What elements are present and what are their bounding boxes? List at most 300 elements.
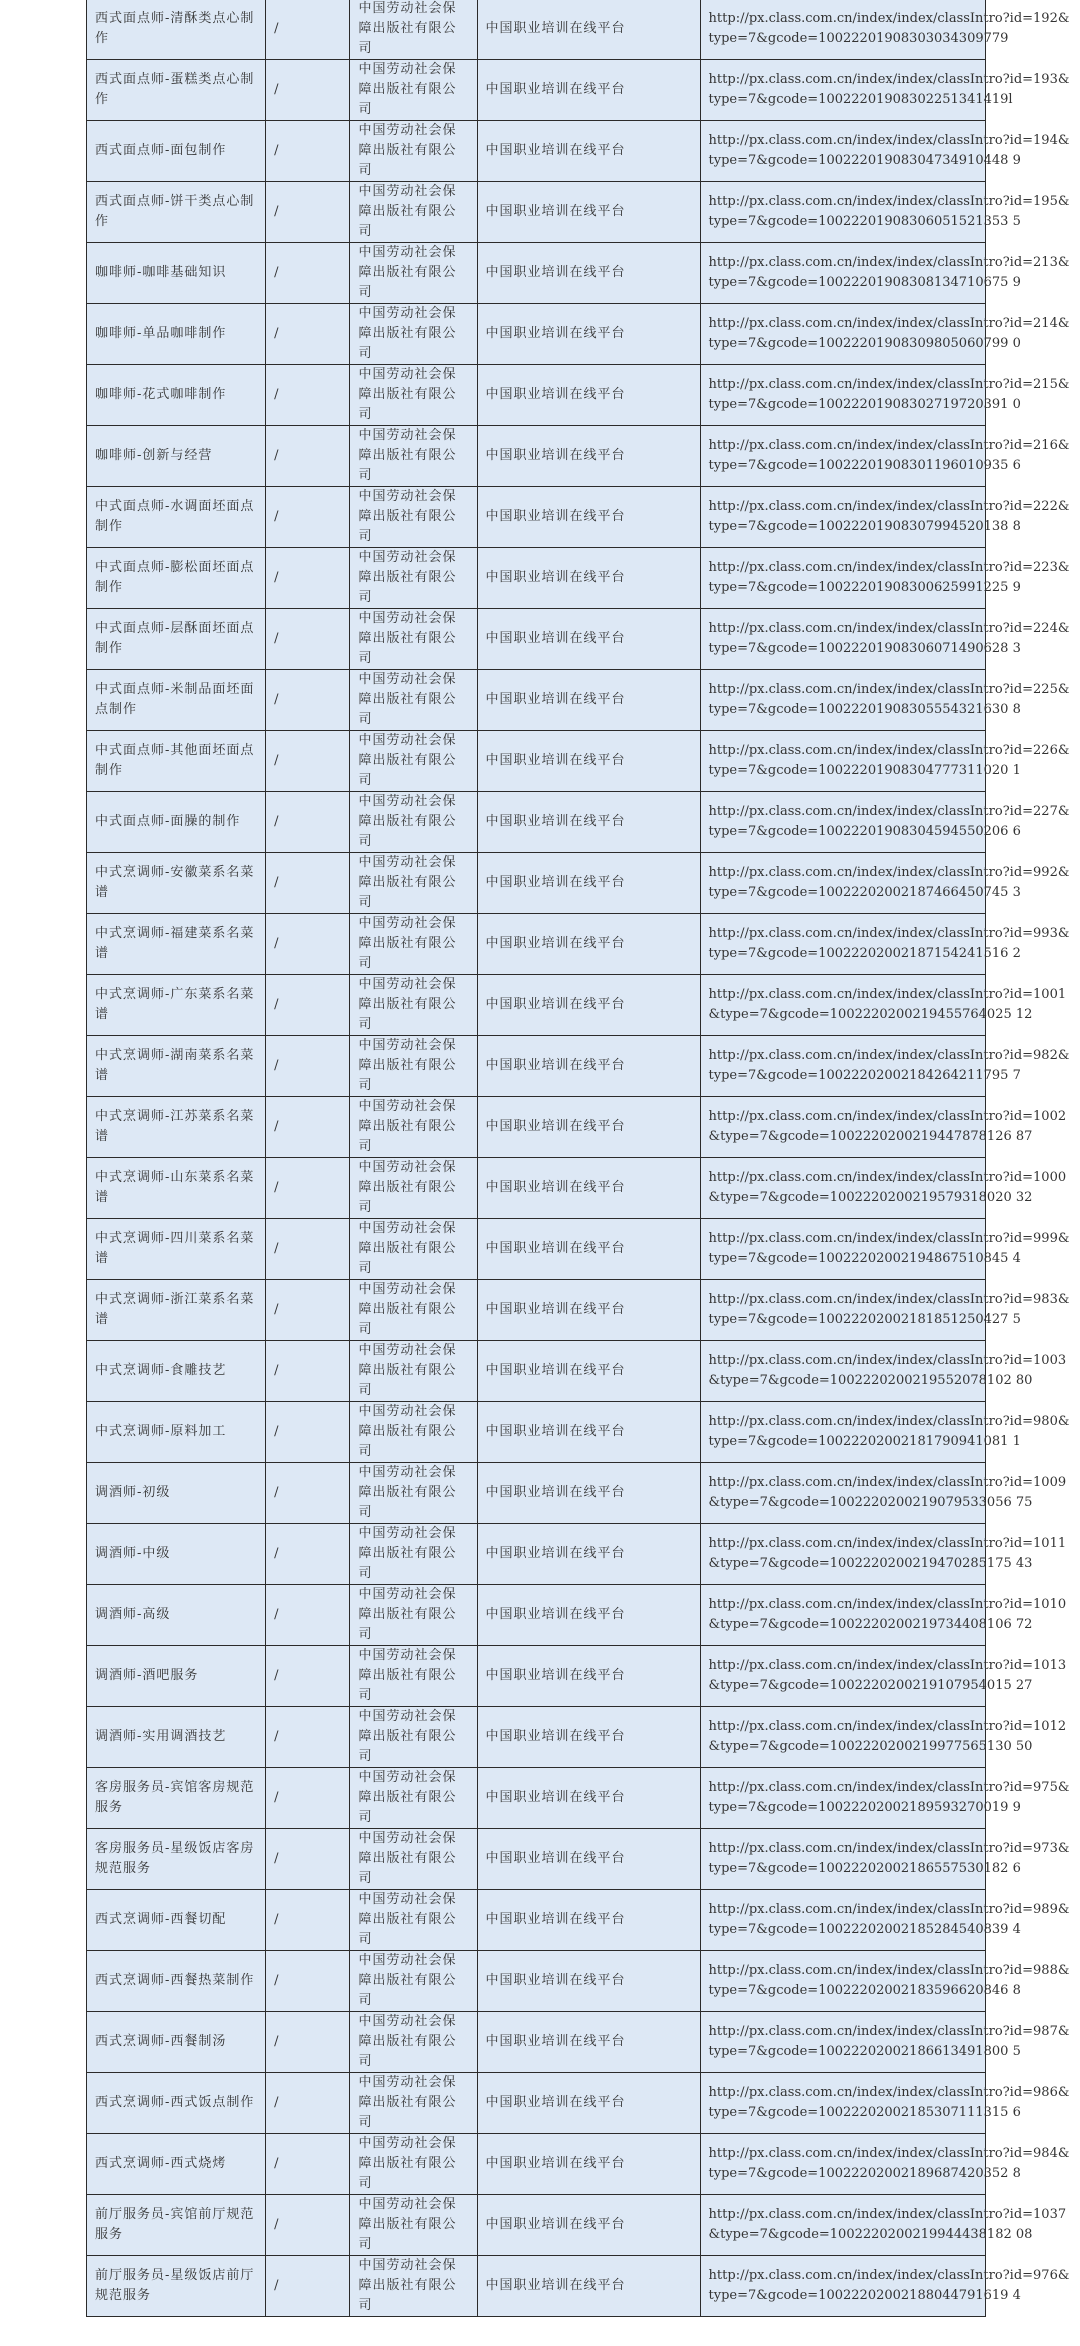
url-link-line1[interactable]: http://px.class.com.cn/index/index/classIntro?id=980& <box>708 1414 1070 1429</box>
url-link-line2[interactable]: type=7&gcode=10022201908305554321630 8 <box>708 702 1021 717</box>
publisher-cell: 中国劳动社会保障出版社有限公司 <box>350 1158 477 1219</box>
url-link-line1[interactable]: http://px.class.com.cn/index/index/classIntro?id=999& <box>708 1231 1070 1246</box>
url-cell[interactable] <box>700 2012 1070 2073</box>
url-cell[interactable] <box>700 2195 1067 2256</box>
table-row <box>87 1341 986 1402</box>
slash-cell: / <box>266 1219 350 1280</box>
table-row <box>87 1829 986 1890</box>
url-link-line1[interactable]: http://px.class.com.cn/index/index/classIntro?id=213& <box>708 255 1070 270</box>
url-cell[interactable] <box>700 243 1070 304</box>
publisher-cell: 中国劳动社会保障出版社有限公司 <box>350 2134 477 2195</box>
table-row <box>87 1219 986 1280</box>
url-link-line1[interactable]: http://px.class.com.cn/index/index/classIntro?id=989& <box>708 1902 1070 1917</box>
publisher-cell: 中国劳动社会保障出版社有限公司 <box>350 1890 477 1951</box>
table-row <box>87 670 986 731</box>
slash-cell: / <box>266 853 350 914</box>
platform-cell: 中国职业培训在线平台 <box>477 975 700 1036</box>
publisher-cell: 中国劳动社会保障出版社有限公司 <box>350 1768 477 1829</box>
url-link-line1[interactable]: http://px.class.com.cn/index/index/classIntro?id=1010 <box>708 1597 1067 1612</box>
url-link-line2[interactable]: type=7&gcode=10022201908306071490628 3 <box>708 641 1021 656</box>
url-link-line2[interactable]: &type=7&gcode=1002220200219579318020 32 <box>708 1190 1033 1205</box>
publisher-cell: 中国劳动社会保障出版社有限公司 <box>350 121 477 182</box>
publisher-cell: 中国劳动社会保障出版社有限公司 <box>350 2195 477 2256</box>
course-name-cell: 咖啡师-单品咖啡制作 <box>87 304 266 365</box>
publisher-cell: 中国劳动社会保障出版社有限公司 <box>350 426 477 487</box>
url-link-line1[interactable]: http://px.class.com.cn/index/index/classIntro?id=194& <box>708 133 1070 148</box>
platform-cell: 中国职业培训在线平台 <box>477 1097 700 1158</box>
publisher-cell: 中国劳动社会保障出版社有限公司 <box>350 670 477 731</box>
table-row <box>87 60 986 121</box>
url-link-line2[interactable]: type=7&gcode=10022201908300625991225 9 <box>708 580 1021 595</box>
table-row <box>87 426 986 487</box>
url-cell[interactable] <box>700 1341 1067 1402</box>
course-name-cell: 西式烹调师-西餐制汤 <box>87 2012 266 2073</box>
course-name-cell: 中式面点师-层酥面坯面点制作 <box>87 609 266 670</box>
table-row <box>87 1463 986 1524</box>
url-link-line1[interactable]: http://px.class.com.cn/index/index/classIntro?id=195& <box>708 194 1070 209</box>
publisher-cell: 中国劳动社会保障出版社有限公司 <box>350 1829 477 1890</box>
url-link-line1[interactable]: http://px.class.com.cn/index/index/classIntro?id=982& <box>708 1048 1070 1063</box>
platform-cell: 中国职业培训在线平台 <box>477 1158 700 1219</box>
table-row <box>87 2012 986 2073</box>
url-link-line2[interactable]: type=7&gcode=10022201908309805060799 0 <box>708 336 1021 351</box>
slash-cell: / <box>266 1341 350 1402</box>
slash-cell: / <box>266 243 350 304</box>
platform-cell: 中国职业培训在线平台 <box>477 0 700 60</box>
url-link-line2[interactable]: type=7&gcode=10022202002189593270019 9 <box>708 1800 1021 1815</box>
url-link-line2[interactable]: type=7&gcode=10022202002189687420352 8 <box>708 2166 1021 2181</box>
platform-cell: 中国职业培训在线平台 <box>477 182 700 243</box>
course-name-cell: 西式面点师-蛋糕类点心制作 <box>87 60 266 121</box>
platform-cell: 中国职业培训在线平台 <box>477 2073 700 2134</box>
slash-cell: / <box>266 1585 350 1646</box>
url-cell[interactable] <box>700 1524 1067 1585</box>
slash-cell: / <box>266 182 350 243</box>
url-link-line1[interactable]: http://px.class.com.cn/index/index/classIntro?id=1037 <box>708 2207 1067 2222</box>
url-cell[interactable] <box>700 365 1070 426</box>
url-cell[interactable] <box>700 1280 1070 1341</box>
table-row <box>87 1097 986 1158</box>
slash-cell: / <box>266 975 350 1036</box>
platform-cell: 中国职业培训在线平台 <box>477 609 700 670</box>
slash-cell: / <box>266 1951 350 2012</box>
url-link-line1[interactable]: http://px.class.com.cn/index/index/classIntro?id=1003 <box>708 1353 1067 1368</box>
course-name-cell: 调酒师-中级 <box>87 1524 266 1585</box>
url-cell[interactable] <box>700 975 1067 1036</box>
platform-cell: 中国职业培训在线平台 <box>477 914 700 975</box>
table-row <box>87 2073 986 2134</box>
course-name-cell: 中式烹调师-山东菜系名菜谱 <box>87 1158 266 1219</box>
url-cell[interactable] <box>700 1097 1067 1158</box>
publisher-cell: 中国劳动社会保障出版社有限公司 <box>350 1036 477 1097</box>
url-link-line1[interactable]: http://px.class.com.cn/index/index/classIntro?id=1002 <box>708 1109 1067 1124</box>
platform-cell: 中国职业培训在线平台 <box>477 792 700 853</box>
publisher-cell: 中国劳动社会保障出版社有限公司 <box>350 1646 477 1707</box>
url-cell[interactable] <box>700 731 1070 792</box>
slash-cell: / <box>266 792 350 853</box>
url-cell[interactable] <box>700 0 1070 60</box>
url-cell[interactable] <box>700 1463 1067 1524</box>
url-link-line1[interactable]: http://px.class.com.cn/index/index/classIntro?id=976& <box>708 2268 1070 2283</box>
platform-cell: 中国职业培训在线平台 <box>477 1036 700 1097</box>
slash-cell: / <box>266 1707 350 1768</box>
publisher-cell: 中国劳动社会保障出版社有限公司 <box>350 1951 477 2012</box>
url-link-line2[interactable]: type=7&gcode=10022201908301196010935 6 <box>708 458 1021 473</box>
publisher-cell: 中国劳动社会保障出版社有限公司 <box>350 182 477 243</box>
platform-cell: 中国职业培训在线平台 <box>477 304 700 365</box>
platform-cell: 中国职业培训在线平台 <box>477 1463 700 1524</box>
table-row <box>87 1280 986 1341</box>
publisher-cell: 中国劳动社会保障出版社有限公司 <box>350 914 477 975</box>
course-name-cell: 中式面点师-水调面坯面点制作 <box>87 487 266 548</box>
course-name-cell: 西式面点师-清酥类点心制作 <box>87 0 266 60</box>
course-name-cell: 中式烹调师-浙江菜系名菜谱 <box>87 1280 266 1341</box>
url-link-line2[interactable]: type=7&gcode=10022202002181851250427 5 <box>708 1312 1021 1327</box>
url-link-line2[interactable]: type=7&gcode=10022202002187466450745 3 <box>708 885 1021 900</box>
course-name-cell: 调酒师-实用调酒技艺 <box>87 1707 266 1768</box>
publisher-cell: 中国劳动社会保障出版社有限公司 <box>350 304 477 365</box>
table-row <box>87 1402 986 1463</box>
url-cell[interactable] <box>700 1829 1070 1890</box>
url-cell[interactable] <box>700 121 1070 182</box>
platform-cell: 中国职业培训在线平台 <box>477 2134 700 2195</box>
course-name-cell: 西式烹调师-西餐热菜制作 <box>87 1951 266 2012</box>
table-row <box>87 304 986 365</box>
publisher-cell: 中国劳动社会保障出版社有限公司 <box>350 792 477 853</box>
table-body <box>87 0 1070 2317</box>
publisher-cell: 中国劳动社会保障出版社有限公司 <box>350 1707 477 1768</box>
publisher-cell: 中国劳动社会保障出版社有限公司 <box>350 2012 477 2073</box>
url-link-line2[interactable]: type=7&gcode=10022202002183596620846 8 <box>708 1983 1021 1998</box>
table-row <box>87 0 986 60</box>
course-name-cell: 咖啡师-花式咖啡制作 <box>87 365 266 426</box>
slash-cell: / <box>266 1402 350 1463</box>
url-cell[interactable] <box>700 60 1070 121</box>
platform-cell: 中国职业培训在线平台 <box>477 1707 700 1768</box>
url-link-line2[interactable]: type=7&gcode=10022202002194867510845 4 <box>708 1251 1021 1266</box>
url-link-line2[interactable]: type=7&gcode=10022202002187154241516 2 <box>708 946 1021 961</box>
url-link-line1[interactable]: http://px.class.com.cn/index/index/classIntro?id=1011 <box>708 1536 1067 1551</box>
publisher-cell: 中国劳动社会保障出版社有限公司 <box>350 548 477 609</box>
course-table <box>86 0 1070 2317</box>
platform-cell: 中国职业培训在线平台 <box>477 1585 700 1646</box>
url-link-line1[interactable]: http://px.class.com.cn/index/index/classIntro?id=992& <box>708 865 1070 880</box>
table-row <box>87 792 986 853</box>
url-link-line1[interactable]: http://px.class.com.cn/index/index/classIntro?id=1012 <box>708 1719 1067 1734</box>
url-link-line2[interactable]: type=7&gcode=10022202002184264211795 7 <box>708 1068 1021 1083</box>
table-row <box>87 609 986 670</box>
table-row <box>87 1890 986 1951</box>
url-link-line1[interactable]: http://px.class.com.cn/index/index/classIntro?id=986& <box>708 2085 1070 2100</box>
course-name-cell: 西式烹调师-西餐切配 <box>87 1890 266 1951</box>
platform-cell: 中国职业培训在线平台 <box>477 121 700 182</box>
url-cell[interactable] <box>700 1585 1067 1646</box>
course-name-cell: 西式烹调师-西式烧烤 <box>87 2134 266 2195</box>
course-name-cell: 咖啡师-咖啡基础知识 <box>87 243 266 304</box>
url-link-line1[interactable]: http://px.class.com.cn/index/index/classIntro?id=984& <box>708 2146 1070 2161</box>
table-row <box>87 548 986 609</box>
table-row <box>87 182 986 243</box>
platform-cell: 中国职业培训在线平台 <box>477 1524 700 1585</box>
url-link-line2[interactable]: &type=7&gcode=1002220200219455764025 12 <box>708 1007 1033 1022</box>
url-link-line1[interactable]: http://px.class.com.cn/index/index/classIntro?id=1009 <box>708 1475 1067 1490</box>
slash-cell: / <box>266 1463 350 1524</box>
platform-cell: 中国职业培训在线平台 <box>477 1341 700 1402</box>
url-link-line2[interactable]: type=7&gcode=10022201908308134710675 9 <box>708 275 1021 290</box>
url-cell[interactable] <box>700 487 1070 548</box>
slash-cell: / <box>266 304 350 365</box>
course-name-cell: 中式面点师-膨松面坯面点制作 <box>87 548 266 609</box>
table-row <box>87 1036 986 1097</box>
platform-cell: 中国职业培训在线平台 <box>477 1768 700 1829</box>
table-row <box>87 1585 986 1646</box>
course-name-cell: 中式烹调师-广东菜系名菜谱 <box>87 975 266 1036</box>
url-cell[interactable] <box>700 1219 1070 1280</box>
table-row <box>87 853 986 914</box>
url-cell[interactable] <box>700 792 1070 853</box>
platform-cell: 中国职业培训在线平台 <box>477 1829 700 1890</box>
url-link-line2[interactable]: type=7&gcode=10022201908304734910448 9 <box>708 153 1021 168</box>
url-link-line1[interactable]: http://px.class.com.cn/index/index/classIntro?id=192& <box>708 11 1070 26</box>
url-link-line2[interactable]: type=7&gcode=10022202002185307111315 6 <box>708 2105 1021 2120</box>
table-row <box>87 2134 986 2195</box>
platform-cell: 中国职业培训在线平台 <box>477 365 700 426</box>
platform-cell: 中国职业培训在线平台 <box>477 670 700 731</box>
slash-cell: / <box>266 0 350 60</box>
course-name-cell: 中式烹调师-食雕技艺 <box>87 1341 266 1402</box>
url-link-line1[interactable]: http://px.class.com.cn/index/index/classIntro?id=988& <box>708 1963 1070 1978</box>
platform-cell: 中国职业培训在线平台 <box>477 60 700 121</box>
course-name-cell: 调酒师-初级 <box>87 1463 266 1524</box>
slash-cell: / <box>266 60 350 121</box>
course-name-cell: 西式面点师-面包制作 <box>87 121 266 182</box>
slash-cell: / <box>266 2195 350 2256</box>
table-row <box>87 365 986 426</box>
slash-cell: / <box>266 1890 350 1951</box>
url-link-line2[interactable]: type=7&gcode=10022202002186613491800 5 <box>708 2044 1021 2059</box>
publisher-cell: 中国劳动社会保障出版社有限公司 <box>350 1585 477 1646</box>
url-link-line2[interactable]: type=7&gcode=10022201908307994520138 8 <box>708 519 1021 534</box>
publisher-cell: 中国劳动社会保障出版社有限公司 <box>350 487 477 548</box>
publisher-cell: 中国劳动社会保障出版社有限公司 <box>350 1402 477 1463</box>
url-link-line1[interactable]: http://px.class.com.cn/index/index/classIntro?id=993& <box>708 926 1070 941</box>
platform-cell: 中国职业培训在线平台 <box>477 426 700 487</box>
publisher-cell: 中国劳动社会保障出版社有限公司 <box>350 365 477 426</box>
table-row <box>87 2195 986 2256</box>
url-link-line1[interactable]: http://px.class.com.cn/index/index/classIntro?id=224& <box>708 621 1070 636</box>
url-link-line1[interactable]: http://px.class.com.cn/index/index/classIntro?id=1000 <box>708 1170 1067 1185</box>
url-cell[interactable] <box>700 1951 1070 2012</box>
url-link-line1[interactable]: http://px.class.com.cn/index/index/classIntro?id=222& <box>708 499 1070 514</box>
slash-cell: / <box>266 2134 350 2195</box>
url-link-line2[interactable]: type=7&gcode=10022201908306051521353 5 <box>708 214 1021 229</box>
url-cell[interactable] <box>700 2073 1070 2134</box>
course-name-cell: 西式烹调师-西式饭点制作 <box>87 2073 266 2134</box>
url-cell[interactable] <box>700 2134 1070 2195</box>
url-link-line2[interactable]: &type=7&gcode=1002220200219734408106 72 <box>708 1617 1033 1632</box>
slash-cell: / <box>266 365 350 426</box>
slash-cell: / <box>266 1524 350 1585</box>
slash-cell: / <box>266 487 350 548</box>
url-cell[interactable] <box>700 548 1070 609</box>
url-link-line2[interactable]: &type=7&gcode=1002220200219107954015 27 <box>708 1678 1033 1693</box>
url-link-line2[interactable]: type=7&gcode=10022201908304594550206 6 <box>708 824 1021 839</box>
slash-cell: / <box>266 1829 350 1890</box>
table-row <box>87 1707 986 1768</box>
course-name-cell: 中式面点师-其他面坯面点制作 <box>87 731 266 792</box>
url-link-line1[interactable]: http://px.class.com.cn/index/index/classIntro?id=215& <box>708 377 1070 392</box>
publisher-cell: 中国劳动社会保障出版社有限公司 <box>350 1341 477 1402</box>
url-cell[interactable] <box>700 2256 1070 2317</box>
table-row <box>87 914 986 975</box>
publisher-cell: 中国劳动社会保障出版社有限公司 <box>350 2256 477 2317</box>
course-name-cell: 中式面点师-米制品面坯面点制作 <box>87 670 266 731</box>
platform-cell: 中国职业培训在线平台 <box>477 1402 700 1463</box>
url-link-line2[interactable]: &type=7&gcode=1002220200219079533056 75 <box>708 1495 1033 1510</box>
url-cell[interactable] <box>700 1890 1070 1951</box>
slash-cell: / <box>266 1097 350 1158</box>
url-link-line1[interactable]: http://px.class.com.cn/index/index/classIntro?id=1001 <box>708 987 1067 1002</box>
url-link-line1[interactable]: http://px.class.com.cn/index/index/classIntro?id=225& <box>708 682 1070 697</box>
publisher-cell: 中国劳动社会保障出版社有限公司 <box>350 1280 477 1341</box>
table-row <box>87 975 986 1036</box>
url-cell[interactable] <box>700 304 1070 365</box>
url-cell[interactable] <box>700 182 1070 243</box>
url-link-line2[interactable]: &type=7&gcode=1002220200219552078102 80 <box>708 1373 1033 1388</box>
url-link-line2[interactable]: type=7&gcode=10022201908304777311020 1 <box>708 763 1021 778</box>
table-row <box>87 2256 986 2317</box>
slash-cell: / <box>266 426 350 487</box>
url-cell[interactable] <box>700 853 1070 914</box>
course-name-cell: 中式烹调师-安徽菜系名菜谱 <box>87 853 266 914</box>
platform-cell: 中国职业培训在线平台 <box>477 243 700 304</box>
url-cell[interactable] <box>700 1768 1070 1829</box>
url-link-line1[interactable]: http://px.class.com.cn/index/index/classIntro?id=1013 <box>708 1658 1067 1673</box>
slash-cell: / <box>266 670 350 731</box>
url-cell[interactable] <box>700 1707 1067 1768</box>
url-link-line2[interactable]: type=7&gcode=10022202002185284540839 4 <box>708 1922 1021 1937</box>
url-cell[interactable] <box>700 1646 1067 1707</box>
platform-cell: 中国职业培训在线平台 <box>477 1219 700 1280</box>
url-link-line1[interactable]: http://px.class.com.cn/index/index/classIntro?id=226& <box>708 743 1070 758</box>
platform-cell: 中国职业培训在线平台 <box>477 2195 700 2256</box>
platform-cell: 中国职业培训在线平台 <box>477 2012 700 2073</box>
platform-cell: 中国职业培训在线平台 <box>477 487 700 548</box>
course-name-cell: 中式烹调师-福建菜系名菜谱 <box>87 914 266 975</box>
platform-cell: 中国职业培训在线平台 <box>477 731 700 792</box>
slash-cell: / <box>266 1768 350 1829</box>
table-row <box>87 1524 986 1585</box>
slash-cell: / <box>266 1646 350 1707</box>
table-row <box>87 243 986 304</box>
course-name-cell: 咖啡师-创新与经营 <box>87 426 266 487</box>
platform-cell: 中国职业培训在线平台 <box>477 1646 700 1707</box>
table-row <box>87 487 986 548</box>
url-cell[interactable] <box>700 670 1070 731</box>
url-link-line1[interactable]: http://px.class.com.cn/index/index/classIntro?id=975& <box>708 1780 1070 1795</box>
publisher-cell: 中国劳动社会保障出版社有限公司 <box>350 0 477 60</box>
slash-cell: / <box>266 2012 350 2073</box>
slash-cell: / <box>266 731 350 792</box>
url-link-line1[interactable]: http://px.class.com.cn/index/index/classIntro?id=214& <box>708 316 1070 331</box>
url-link-line2[interactable]: type=7&gcode=10022201908303034309779 <box>708 31 1009 46</box>
url-link-line1[interactable]: http://px.class.com.cn/index/index/classIntro?id=983& <box>708 1292 1070 1307</box>
slash-cell: / <box>266 121 350 182</box>
url-link-line1[interactable]: http://px.class.com.cn/index/index/classIntro?id=223& <box>708 560 1070 575</box>
platform-cell: 中国职业培训在线平台 <box>477 548 700 609</box>
url-link-line2[interactable]: &type=7&gcode=1002220200219447878126 87 <box>708 1129 1033 1144</box>
url-link-line2[interactable]: type=7&gcode=10022201908302719720391 0 <box>708 397 1021 412</box>
platform-cell: 中国职业培训在线平台 <box>477 1280 700 1341</box>
url-link-line2[interactable]: type=7&gcode=10022202002181790941081 1 <box>708 1434 1021 1449</box>
url-cell[interactable] <box>700 609 1070 670</box>
table-row <box>87 121 986 182</box>
course-name-cell: 西式面点师-饼干类点心制作 <box>87 182 266 243</box>
url-cell[interactable] <box>700 1036 1070 1097</box>
platform-cell: 中国职业培训在线平台 <box>477 1890 700 1951</box>
publisher-cell: 中国劳动社会保障出版社有限公司 <box>350 1524 477 1585</box>
publisher-cell: 中国劳动社会保障出版社有限公司 <box>350 609 477 670</box>
slash-cell: / <box>266 1280 350 1341</box>
url-cell[interactable] <box>700 1402 1070 1463</box>
course-name-cell: 前厅服务员-星级饭店前厅规范服务 <box>87 2256 266 2317</box>
url-link-line1[interactable]: http://px.class.com.cn/index/index/classIntro?id=227& <box>708 804 1070 819</box>
slash-cell: / <box>266 548 350 609</box>
url-link-line1[interactable]: http://px.class.com.cn/index/index/classIntro?id=193& <box>708 72 1070 87</box>
publisher-cell: 中国劳动社会保障出版社有限公司 <box>350 853 477 914</box>
table-row <box>87 1158 986 1219</box>
url-link-line2[interactable]: type=7&gcode=10022202002186557530182 6 <box>708 1861 1021 1876</box>
platform-cell: 中国职业培训在线平台 <box>477 2256 700 2317</box>
platform-cell: 中国职业培训在线平台 <box>477 853 700 914</box>
course-name-cell: 中式烹调师-四川菜系名菜谱 <box>87 1219 266 1280</box>
slash-cell: / <box>266 1036 350 1097</box>
slash-cell: / <box>266 2256 350 2317</box>
publisher-cell: 中国劳动社会保障出版社有限公司 <box>350 243 477 304</box>
table-row <box>87 731 986 792</box>
course-name-cell: 调酒师-酒吧服务 <box>87 1646 266 1707</box>
url-link-line1[interactable]: http://px.class.com.cn/index/index/classIntro?id=973& <box>708 1841 1070 1856</box>
url-cell[interactable] <box>700 914 1070 975</box>
slash-cell: / <box>266 2073 350 2134</box>
url-link-line2[interactable]: &type=7&gcode=1002220200219470285175 43 <box>708 1556 1033 1571</box>
url-link-line1[interactable]: http://px.class.com.cn/index/index/classIntro?id=987& <box>708 2024 1070 2039</box>
table-row <box>87 1951 986 2012</box>
table-row <box>87 1646 986 1707</box>
course-name-cell: 客房服务员-宾馆客房规范服务 <box>87 1768 266 1829</box>
slash-cell: / <box>266 609 350 670</box>
slash-cell: / <box>266 1158 350 1219</box>
course-name-cell: 中式面点师-面臊的制作 <box>87 792 266 853</box>
url-link-line2[interactable]: type=7&gcode=10022202002188044791619 4 <box>708 2288 1021 2303</box>
url-cell[interactable] <box>700 1158 1067 1219</box>
url-link-line2[interactable]: &type=7&gcode=1002220200219944438182 08 <box>708 2227 1033 2242</box>
slash-cell: / <box>266 914 350 975</box>
publisher-cell: 中国劳动社会保障出版社有限公司 <box>350 731 477 792</box>
url-link-line1[interactable]: http://px.class.com.cn/index/index/classIntro?id=216& <box>708 438 1070 453</box>
publisher-cell: 中国劳动社会保障出版社有限公司 <box>350 2073 477 2134</box>
url-cell[interactable] <box>700 426 1070 487</box>
url-link-line2[interactable]: type=7&gcode=10022201908302251341419l <box>708 92 1013 107</box>
publisher-cell: 中国劳动社会保障出版社有限公司 <box>350 1463 477 1524</box>
publisher-cell: 中国劳动社会保障出版社有限公司 <box>350 1219 477 1280</box>
platform-cell: 中国职业培训在线平台 <box>477 1951 700 2012</box>
course-name-cell: 客房服务员-星级饭店客房规范服务 <box>87 1829 266 1890</box>
publisher-cell: 中国劳动社会保障出版社有限公司 <box>350 975 477 1036</box>
url-link-line2[interactable]: &type=7&gcode=1002220200219977565130 50 <box>708 1739 1033 1754</box>
publisher-cell: 中国劳动社会保障出版社有限公司 <box>350 60 477 121</box>
table-row <box>87 1768 986 1829</box>
